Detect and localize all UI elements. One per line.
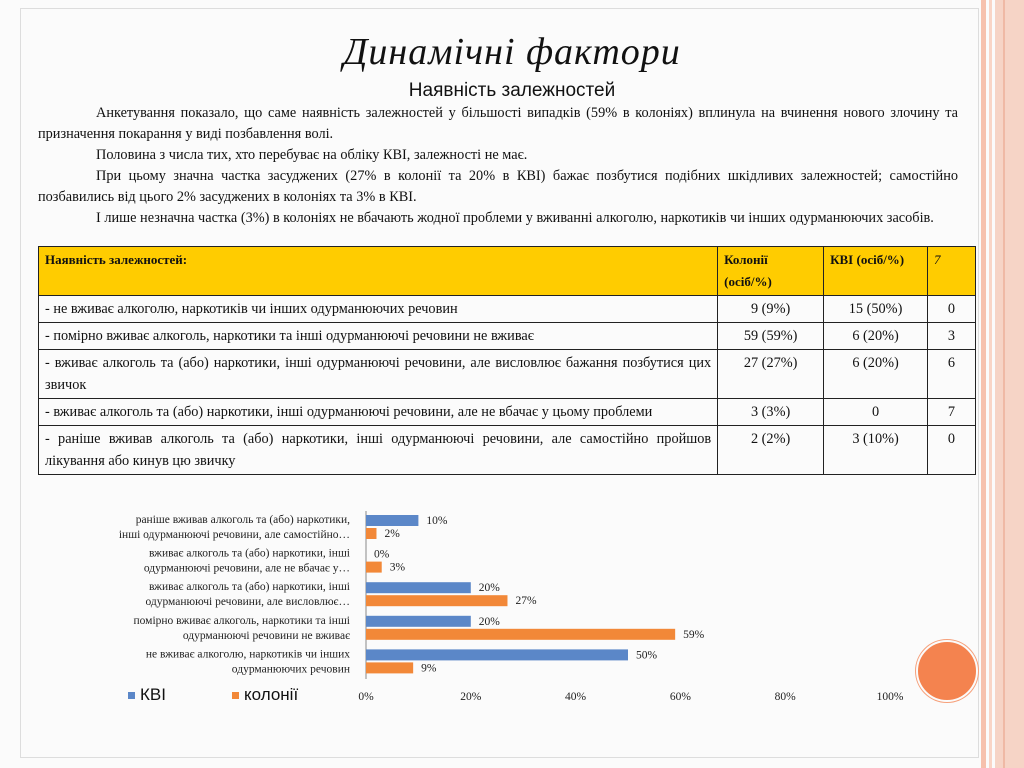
table-row [39, 296, 976, 323]
legend-item-colonies [232, 685, 298, 705]
table-cell: 9 (9%) [718, 296, 824, 323]
table-cell: - не вживає алкоголю, наркотиків чи інших одурманюючих речовин [39, 296, 718, 323]
data-label: 27% [515, 595, 537, 608]
x-tick-label: 80% [774, 691, 796, 703]
table-cell: 0 [824, 399, 928, 426]
table-cell: 3 (3%) [718, 399, 824, 426]
data-label: 50% [636, 649, 658, 662]
slide-title: Динамічні фактори [343, 31, 681, 73]
bar-colonies [366, 528, 376, 539]
paragraph: І лише незначна частка (3%) в колоніях не вбачають жодної проблеми у вживанні алкоголю, наркотиків чи інших одурманюючих засобів. [96, 210, 934, 226]
decor-stripe [995, 0, 1024, 768]
table-row [39, 426, 976, 475]
x-tick-label: 40% [565, 691, 587, 703]
table-header-cell: КВІ (осіб/%) [824, 247, 928, 296]
bar-colonies [366, 629, 675, 640]
category-label: не вживає алкоголю, наркотиків чи інших одурманюючих речовин [145, 648, 350, 676]
legend-label: колонії [244, 685, 299, 704]
table-cell: 0 [928, 426, 976, 475]
category-label: вживає алкоголь та (або) наркотики, інші одурманюючі речовини, але не вбачає у… [143, 547, 350, 575]
bar-colonies [366, 662, 413, 673]
x-tick-label: 20% [460, 691, 482, 703]
decor-stripe [1003, 0, 1005, 768]
table-row [39, 350, 976, 399]
table-header-cell: Наявність залежностей: [39, 247, 718, 296]
legend-label: КВІ [140, 685, 166, 704]
data-label: 0% [374, 548, 390, 561]
table-cell: 2 (2%) [718, 426, 824, 475]
table-cell: 6 [928, 350, 976, 399]
data-label: 3% [389, 561, 406, 574]
table-cell: 3 (10%) [824, 426, 928, 475]
paragraph: При цьому значна частка засуджених (27% в колонії та 20% в КВІ) бажає позбутися подібних шкідливих залежностей; самостійно позбавились від цього 2% засуджених в колоніях та 3% в КВІ. [38, 168, 958, 205]
category-label: вживає алкоголь та (або) наркотики, інші одурманюючі речовини, але висловлює… [145, 581, 350, 609]
data-label: 59% [683, 628, 705, 641]
bar-colonies [366, 595, 507, 606]
bar-kvi [366, 515, 418, 526]
bar-kvi [366, 649, 628, 660]
x-tick-label: 100% [876, 691, 904, 703]
bar-kvi [366, 616, 471, 627]
table-cell: 6 (20%) [824, 350, 928, 399]
table-cell: - помірно вживає алкоголь, наркотики та інші одурманюючі речовини не вживає [39, 323, 718, 350]
category-label: раніше вживав алкоголь та (або) наркотики, інші одурманюючі речовини, але самостійно… [118, 514, 350, 541]
table-cell: - вживає алкоголь та (або) наркотики, інші одурманюючі речовини, але висловлює бажання позбутися цих звичок [39, 350, 718, 399]
table-header-row [39, 247, 976, 296]
table-cell: 59 (59%) [718, 323, 824, 350]
body-text [38, 103, 958, 229]
legend-swatch [128, 692, 135, 699]
table-header-cell: Колонії (осіб/%) [718, 247, 824, 296]
data-label: 9% [421, 662, 437, 675]
legend-item-kvi [128, 685, 166, 705]
bar-colonies [366, 562, 382, 573]
table-cell: - раніше вживав алкоголь та (або) наркотики, інші одурманюючі речовини, але самостійно пройшов лікування або кинув цю звичку [39, 426, 718, 475]
decor-stripe [989, 0, 992, 768]
data-label: 2% [384, 528, 400, 540]
table-cell: 27 (27%) [718, 350, 824, 399]
category-label: помірно вживає алкоголь, наркотики та інші одурманюючі речовини не вживає [133, 614, 350, 642]
slide-subtitle: Наявність залежностей [408, 80, 616, 101]
x-tick-label: 0% [358, 691, 374, 703]
dependencies-bar-chart [0, 500, 980, 710]
table-cell: 6 (20%) [824, 323, 928, 350]
dependencies-table [38, 246, 976, 475]
bar-kvi [366, 582, 471, 593]
table-cell: - вживає алкоголь та (або) наркотики, інші одурманюючі речовини, але не вбачає у цьому проблеми [39, 399, 718, 426]
legend-swatch [232, 692, 239, 699]
data-label: 20% [478, 582, 500, 595]
data-label: 20% [478, 615, 500, 628]
table-header-cell: 7 [928, 247, 976, 296]
table-cell: 3 [928, 323, 976, 350]
data-label: 10% [426, 515, 448, 527]
table-row [39, 323, 976, 350]
decor-stripe [981, 0, 986, 768]
paragraph: Половина з числа тих, хто перебуває на обліку КВІ, залежності не має. [96, 147, 528, 163]
paragraph: Анкетування показало, що саме наявність залежностей у більшості випадків (59% в колоніях) вплинула на вчинення нового злочину та призначення покарання у виді позбавлення волі. [38, 105, 958, 142]
table-cell: 7 [928, 399, 976, 426]
table-cell: 0 [928, 296, 976, 323]
x-tick-label: 60% [669, 691, 691, 703]
table-cell: 15 (50%) [824, 296, 928, 323]
table-row [39, 399, 976, 426]
